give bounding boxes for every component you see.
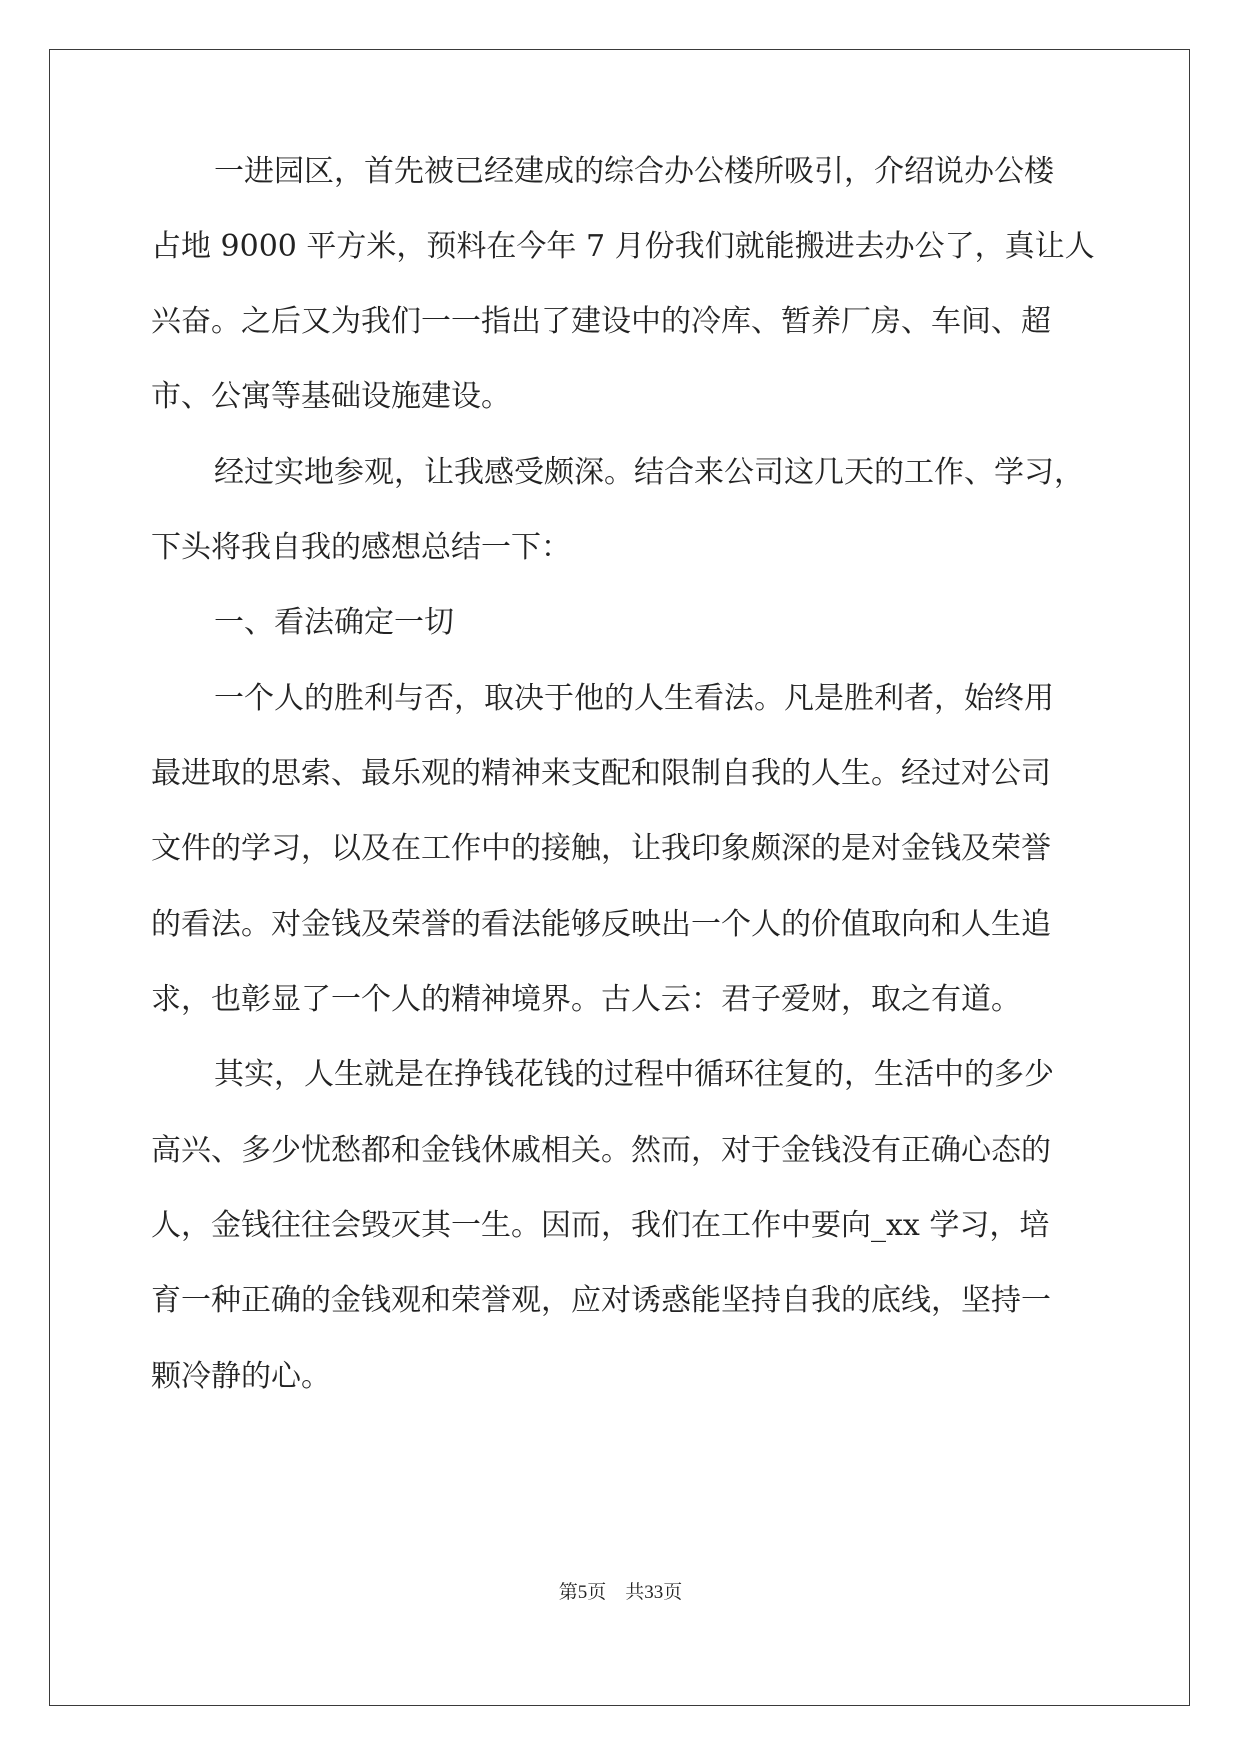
text-line-4: 市、公寓等基础设施建设。 [151, 379, 511, 414]
text-line-17: 颗冷静的心。 [151, 1359, 331, 1394]
text-line-6: 下头将我自我的感想总结一下： [151, 530, 571, 565]
text-line-3: 兴奋。之后又为我们一一指出了建设中的冷库、暂养厂房、车间、超 [151, 304, 1051, 339]
page-number: 5 [577, 1582, 588, 1603]
text-line-2: 占地 9000 平方米，预料在今年 7 月份我们就能搬进去办公了，真让人 [151, 229, 1095, 264]
text-line-9: 最进取的思索、最乐观的精神来支配和限制自我的人生。经过对公司 [151, 756, 1051, 791]
text-line-11: 的看法。对金钱及荣誉的看法能够反映出一个人的价值取向和人生追 [151, 907, 1051, 942]
text-line-8: 一个人的胜利与否，取决于他的人生看法。凡是胜利者，始终用 [214, 681, 1054, 716]
page-prefix: 第 [558, 1582, 578, 1603]
total-prefix: 共 [625, 1582, 645, 1603]
text-line-1: 一进园区，首先被已经建成的综合办公楼所吸引，介绍说办公楼 [214, 154, 1054, 189]
text-line-12: 求，也彰显了一个人的精神境界。古人云：君子爱财，取之有道。 [151, 982, 1021, 1017]
text-line-15: 人，金钱往往会毁灭其一生。因而，我们在工作中要向_xx 学习，培 [151, 1208, 1050, 1243]
text-line-14: 高兴、多少忧愁都和金钱休戚相关。然而，对于金钱没有正确心态的 [151, 1133, 1051, 1168]
page-suffix: 页 [587, 1582, 607, 1603]
total-suffix: 页 [663, 1582, 683, 1603]
text-line-10: 文件的学习，以及在工作中的接触，让我印象颇深的是对金钱及荣誉 [151, 831, 1051, 866]
text-line-16: 育一种正确的金钱观和荣誉观，应对诱惑能坚持自我的底线，坚持一 [151, 1283, 1051, 1318]
text-line-13: 其实，人生就是在挣钱花钱的过程中循环往复的，生活中的多少 [214, 1057, 1054, 1092]
total-pages: 33 [644, 1582, 664, 1603]
page-footer [0, 1577, 1241, 1604]
text-line-5: 经过实地参观，让我感受颇深。结合来公司这几天的工作、学习， [214, 455, 1084, 490]
section-heading: 一、看法确定一切 [214, 605, 454, 640]
